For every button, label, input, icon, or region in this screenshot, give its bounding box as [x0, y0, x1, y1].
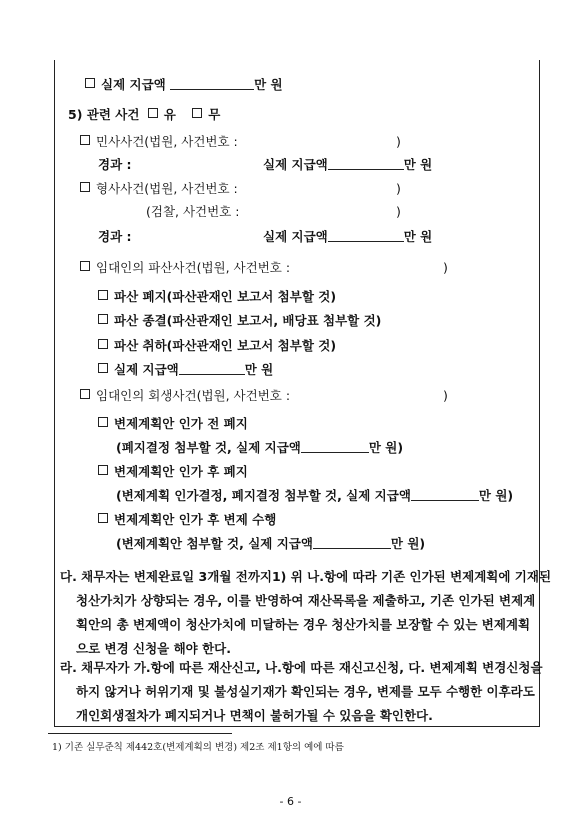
rehab-item-1-note: (폐지결정 첨부할 것, 실제 지급액 만 원) — [116, 440, 404, 455]
civil-payment-row: 실제 지급액 만 원 — [263, 157, 433, 172]
checkbox-no[interactable] — [192, 108, 202, 118]
rehab-item-2: 변제계획안 인가 후 폐지 — [98, 464, 248, 480]
paragraph-da: 다. 채무자는 변제완료일 3개월 전까지1) 위 나.항에 따라 기존 인가된 변제계획에 기재된 청산가치가 상향되는 경우, 이를 반영하여 재산목록을 제출하고, 기존 인가된 변제계 획안의 총 변제액이 청산가치에 미달하는 경우 청산가치를 보장할 수 있는 변제계획 으로 변경 신청을 해야 한다. — [60, 569, 552, 656]
bankruptcy-item: 파산 폐지(파산관재인 보고서 첨부할 것) — [98, 289, 336, 305]
payment-blank[interactable] — [328, 158, 404, 170]
checkbox[interactable] — [85, 78, 95, 88]
criminal-close: ) — [396, 181, 401, 196]
civil-close: ) — [396, 134, 401, 149]
bankruptcy-item: 파산 종결(파산관재인 보고서, 배당표 첨부할 것) — [98, 313, 381, 329]
civil-result-label: 경과 : — [98, 157, 132, 172]
prosecution-close: ) — [396, 204, 401, 219]
checkbox[interactable] — [98, 417, 108, 427]
checkbox[interactable] — [98, 363, 108, 373]
checkbox[interactable] — [80, 261, 90, 271]
payment-blank[interactable] — [313, 537, 391, 549]
rehab-item-2-note: (변제계획 인가결정, 폐지결정 첨부할 것, 실제 지급액 만 원) — [116, 488, 514, 503]
prosecution-label: (검찰, 사건번호 : — [146, 204, 240, 219]
bankruptcy-payment-row: 실제 지급액 만 원 — [98, 362, 273, 378]
payment-blank[interactable] — [328, 230, 404, 242]
payment-blank[interactable] — [170, 78, 254, 90]
paragraph-ra: 라. 채무자가 가.항에 따른 재산신고, 나.항에 따른 재신고신청, 다. 변제계획 변경신청을 하지 않거나 허위기재 및 불성실기재가 확인되는 경우, 변제를 모두 수행한 이후라도 개인회생절차가 폐지되거나 면책이 불허가될 수 있음을 확인한다. — [60, 660, 543, 723]
rehab-item-3: 변제계획안 인가 후 변제 수행 — [98, 512, 276, 528]
criminal-payment-row: 실제 지급액 만 원 — [263, 229, 433, 244]
bankruptcy-case-row: 임대인의 파산사건(법원, 사건번호 : — [80, 260, 290, 276]
civil-case-row: 민사사건(법원, 사건번호 : — [80, 134, 238, 150]
footnote: 1) 기존 실무준칙 제442호(변제계획의 변경) 제2조 제1항의 예에 따름 — [52, 742, 344, 753]
checkbox[interactable] — [98, 290, 108, 300]
criminal-case-row: 형사사건(법원, 사건번호 : — [80, 181, 238, 197]
rehab-case-row: 임대인의 회생사건(법원, 사건번호 : — [80, 388, 290, 404]
checkbox[interactable] — [80, 389, 90, 399]
checkbox[interactable] — [98, 314, 108, 324]
criminal-result-label: 경과 : — [98, 229, 132, 244]
rehab-close: ) — [443, 388, 448, 403]
checkbox[interactable] — [98, 465, 108, 475]
payment-blank[interactable] — [179, 363, 245, 375]
page-number: - 6 - — [279, 795, 302, 808]
checkbox[interactable] — [98, 339, 108, 349]
rehab-item-1: 변제계획안 인가 전 폐지 — [98, 416, 248, 432]
checkbox[interactable] — [80, 182, 90, 192]
top-payment-row: 실제 지급액 만 원 — [85, 77, 283, 93]
checkbox-yes[interactable] — [148, 108, 158, 118]
rehab-item-3-note: (변제계획안 첨부할 것, 실제 지급액 만 원) — [116, 536, 426, 551]
checkbox[interactable] — [98, 513, 108, 523]
footnote-separator — [48, 733, 232, 734]
bankruptcy-item: 파산 취하(파산관재인 보고서 첨부할 것) — [98, 338, 336, 354]
bankruptcy-close: ) — [443, 260, 448, 275]
related-cases-heading: 5) 관련 사건 유 무 — [68, 107, 221, 122]
checkbox[interactable] — [80, 135, 90, 145]
payment-blank[interactable] — [411, 489, 479, 501]
payment-blank[interactable] — [301, 441, 369, 453]
